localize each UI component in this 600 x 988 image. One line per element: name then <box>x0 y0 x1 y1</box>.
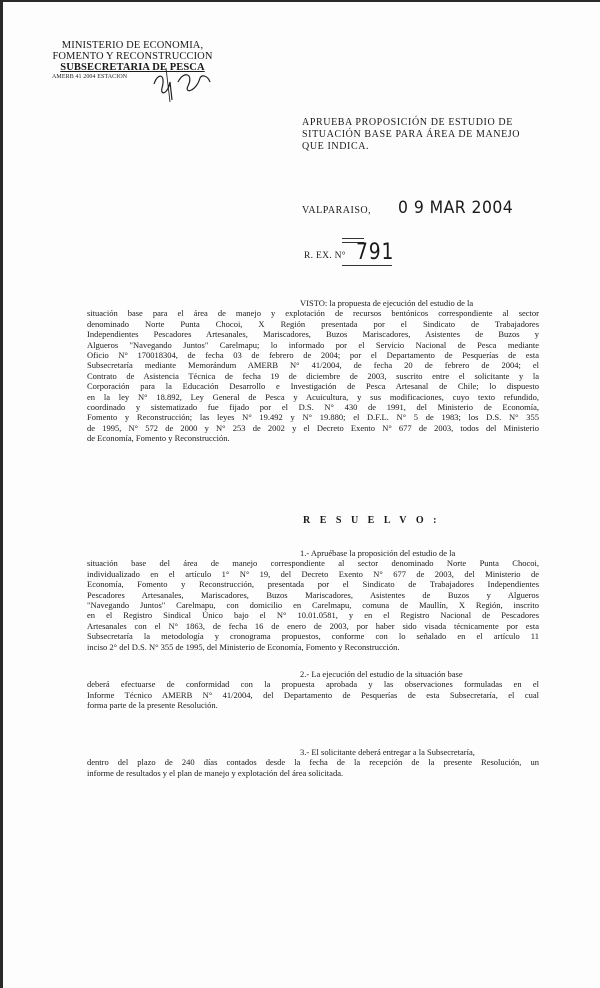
text-line: Oficio N° 170018304, de fecha 03 de febrero de 2004; por el Departamento de Pesquerías de esta <box>87 350 539 361</box>
date-stamp: 0 9 MAR 2004 <box>398 198 514 218</box>
text-line: individualizado en el artículo 1° N° 19, del Decreto Exento N° 677 de 2003, del Ministerio de <box>87 568 539 579</box>
text-line: Pescadores Artesanales, Mariscadores, Buzos Mariscadores, Asistentes de Buzos y Algueros <box>87 589 539 600</box>
text-line: 1.- Apruébase la proposición del estudio de la <box>300 548 456 558</box>
resolution-label: R. EX. N° <box>304 251 346 261</box>
text-line: Economía, Fomento y Reconstrucción, presentada por el Sindicato de Trabajadores Independientes <box>87 579 539 590</box>
text-line: en el Registro Sindical Único bajo el N° 10.01.0581, y en el Registro Nacional de Pescadores <box>87 610 539 621</box>
text-line: de Economía, Fomento y Reconstrucción. <box>87 433 230 444</box>
text-line: en la ley N° 18.892, Ley General de Pesca y Acuicultura, y sus modificaciones, cuyo texto refundido, <box>87 391 539 402</box>
subject-block <box>302 117 542 153</box>
text-line: situación base del área de manejo correspondiente al sector denominado Norte Punta Chocoi, <box>87 558 539 569</box>
subject-line: SITUACIÓN BASE PARA ÁREA DE MANEJO <box>302 129 521 140</box>
text-line: Artesanales con el N° 1863, de fecha 16 de enero de 2003, por haber sido visada técnicamente por esta <box>87 620 539 631</box>
text-line: 2.- La ejecución del estudio de la situación base <box>300 669 463 679</box>
subject-line: QUE INDICA. <box>302 141 370 152</box>
text-line: dentro del plazo de 240 días contados desde la fecha de la recepción de la presente Resolución, un <box>87 757 539 768</box>
article-2 <box>87 669 539 711</box>
resolution-number: 791 <box>356 240 395 265</box>
scan-edge-left <box>0 0 3 988</box>
resolution-mark <box>342 238 364 239</box>
text-line: situación base para el área de manejo y explotación de recursos bentónicos correspondiente al sector <box>87 308 539 319</box>
resolution-underline <box>342 265 392 266</box>
resuelvo-heading: R E S U E L V O : <box>303 515 440 526</box>
letterhead-reference: AMERB 41 2004 ESTACION <box>52 74 128 80</box>
text-line: Informe Técnico AMERB N° 41/2004, del Departamento de Pesquerías de esta Subsecretaría, el cual <box>87 689 539 700</box>
text-line: Algueros "Navegando Juntos" Carelmapu; lo informado por el Servicio Nacional de Pesca mediante <box>87 339 539 350</box>
letterhead-ministry: MINISTERIO DE ECONOMIA, <box>61 40 204 51</box>
initials-signature-icon <box>148 64 218 104</box>
article-3 <box>87 747 539 778</box>
text-line: Fomento y Reconstrucción; las leyes N° 19.492 y N° 19.880; el D.F.L. N° 5 de 1983; los D.S. N° 355 <box>87 412 539 423</box>
subject-line: APRUEBA PROPOSICIÓN DE ESTUDIO DE <box>302 117 513 128</box>
text-line: denominado Norte Punta Chocoi, X Región presentada por el Sindicato de Trabajadores <box>87 318 539 329</box>
visto-paragraph <box>87 298 539 444</box>
text-line: de 1995, N° 572 de 2000 y N° 253 de 2002 y el Decreto Exento N° 677 de 2003, todos del Ministerio <box>87 422 539 433</box>
letterhead-ministry-2: FOMENTO Y RECONSTRUCCION <box>52 51 213 62</box>
text-line: "Navegando Juntos" Carelmapu, con domicilio en Carelmapu, comuna de Maullín, X Región, inscrito <box>87 600 539 611</box>
text-line: informe de resultados y el plan de manejo y explotación del área solicitada. <box>87 767 344 778</box>
text-line: Contrato de Asistencia Técnica de fecha 19 de diciembre de 2003, suscrito entre el solicitante y la <box>87 370 539 381</box>
text-line: forma parte de la presente Resolución. <box>87 700 218 711</box>
text-line: Subsecretaría mediante Memorándum AMERB N° 41/2004, de fecha 20 de febrero de 2004; el <box>87 360 539 371</box>
text-line: Subsecretaría la metodología y cronograma propuestos, conforme con lo señalado en el artículo 11 <box>87 631 539 642</box>
text-line: coordinado y sistematizado fue fijado por el D.S. N° 430 de 1991, del Ministerio de Economía, <box>87 402 539 413</box>
text-line: deberá efectuarse de conformidad con la propuesta aprobada y las observaciones formuladas en el <box>87 679 539 690</box>
article-1 <box>87 548 539 652</box>
letterhead-subsecretaria: SUBSECRETARIA DE PESCA <box>60 62 205 73</box>
text-line: 3.- El solicitante deberá entregar a la Subsecretaría, <box>300 747 475 757</box>
place: VALPARAISO, <box>302 205 372 216</box>
text-line: Independientes Pescadores Artesanales, Mariscadores, Buzos Mariscadores, Asistentes de Buzos y <box>87 329 539 340</box>
text-line: Corporación para la Educación Desarrollo e Investigación de Pesca Artesanal de Chile; lo dispuesto <box>87 381 539 392</box>
text-line: inciso 2° del D.S. N° 355 de 1995, del Ministerio de Economía, Fomento y Reconstrucción. <box>87 641 400 652</box>
scan-edge-top <box>0 0 600 2</box>
text-line: VISTO: la propuesta de ejecución del estudio de la <box>300 298 474 308</box>
